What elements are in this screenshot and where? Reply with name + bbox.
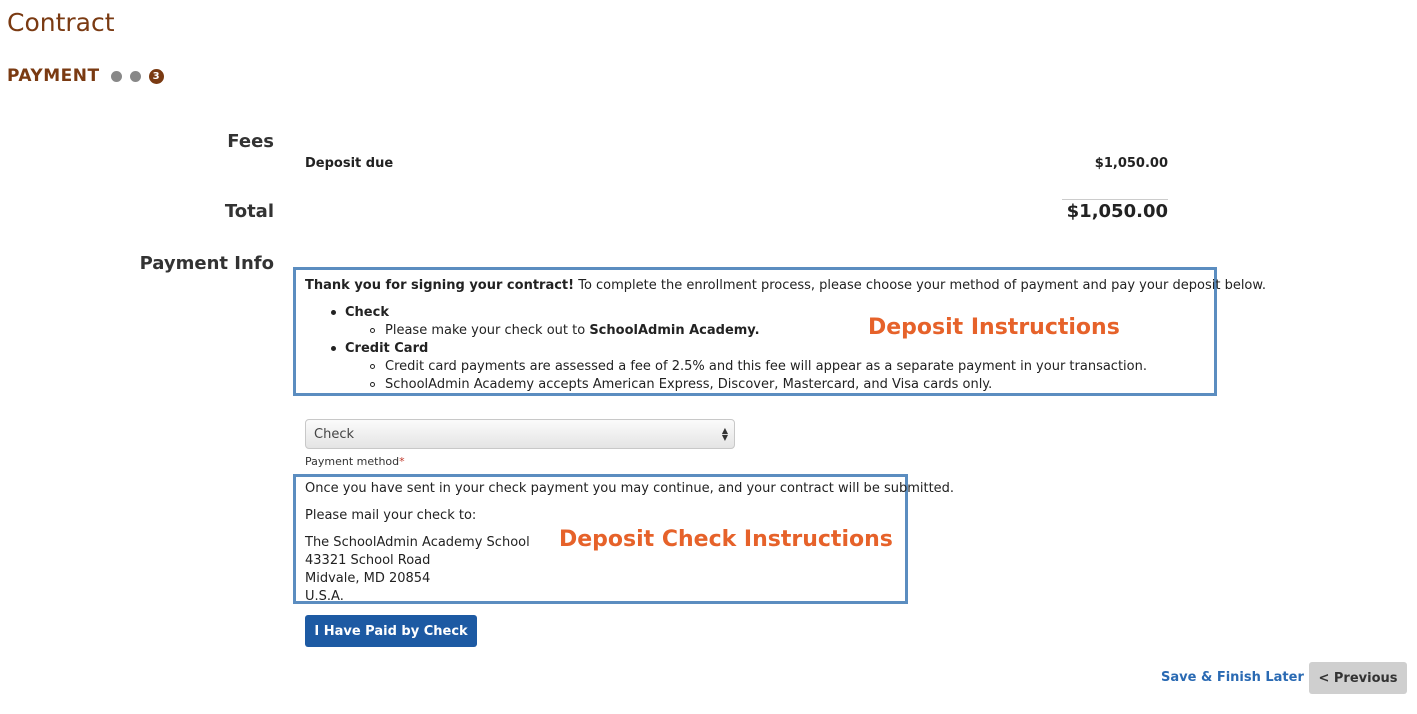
- total-label: Total: [224, 201, 274, 222]
- deposit-instructions-annotation: Deposit Instructions: [868, 315, 1120, 340]
- check-instruction-text: Please make your check out to: [385, 323, 590, 338]
- fees-label: Fees: [227, 131, 274, 152]
- credit-card-title: Credit Card: [345, 341, 429, 356]
- payment-method-label: [305, 455, 405, 468]
- save-finish-later-link[interactable]: Save & Finish Later: [1161, 670, 1304, 685]
- address-line: The SchoolAdmin Academy School: [305, 535, 530, 550]
- sub-bullet-icon: [370, 382, 375, 387]
- deposit-intro-text: To complete the enrollment process, please choose your method of payment and pay your deposit below.: [574, 278, 1266, 293]
- check-title: Check: [345, 305, 389, 320]
- check-instructions-line1: Once you have sent in your check payment you may continue, and your contract will be submitted.: [305, 481, 955, 496]
- total-divider: [1062, 199, 1168, 200]
- step-dot-current: 3: [149, 69, 164, 84]
- check-payee: SchoolAdmin Academy.: [589, 323, 760, 338]
- payment-method-select[interactable]: [305, 419, 735, 449]
- check-instructions-line2: Please mail your check to:: [305, 508, 477, 523]
- fee-item-label: Deposit due: [305, 156, 394, 171]
- fee-item-amount: $1,050.00: [1094, 156, 1168, 171]
- bullet-icon: [331, 310, 336, 315]
- required-marker: *: [399, 455, 405, 468]
- select-arrows-icon: ▲ ▼: [721, 426, 728, 442]
- sub-bullet-icon: [370, 328, 375, 333]
- bullet-icon: [331, 346, 336, 351]
- payment-method-value: Check: [314, 427, 354, 442]
- address-line: 43321 School Road: [305, 553, 431, 568]
- step-indicator: [7, 66, 164, 86]
- step-dot-1[interactable]: [111, 71, 122, 82]
- credit-card-note-2: SchoolAdmin Academy accepts American Express, Discover, Mastercard, and Visa cards only.: [385, 377, 993, 392]
- deposit-intro-bold: Thank you for signing your contract!: [305, 278, 575, 293]
- credit-card-note-1: Credit card payments are assessed a fee of 2.5% and this fee will appear as a separate payment in your transaction.: [385, 359, 1147, 374]
- check-instructions-annotation: Deposit Check Instructions: [559, 527, 893, 552]
- check-instruction: [385, 323, 760, 338]
- step-label: PAYMENT: [7, 66, 100, 86]
- previous-button[interactable]: < Previous: [1309, 662, 1407, 694]
- payment-info-label: Payment Info: [139, 253, 274, 274]
- paid-by-check-button[interactable]: I Have Paid by Check: [305, 615, 477, 647]
- payment-method-label-text: Payment method: [305, 455, 400, 468]
- address-line: Midvale, MD 20854: [305, 571, 431, 586]
- sub-bullet-icon: [370, 364, 375, 369]
- address-line: U.S.A.: [305, 589, 344, 604]
- total-amount: $1,050.00: [1066, 201, 1168, 222]
- page-title: Contract: [7, 8, 115, 37]
- step-dot-2[interactable]: [130, 71, 141, 82]
- deposit-intro: [305, 278, 1266, 293]
